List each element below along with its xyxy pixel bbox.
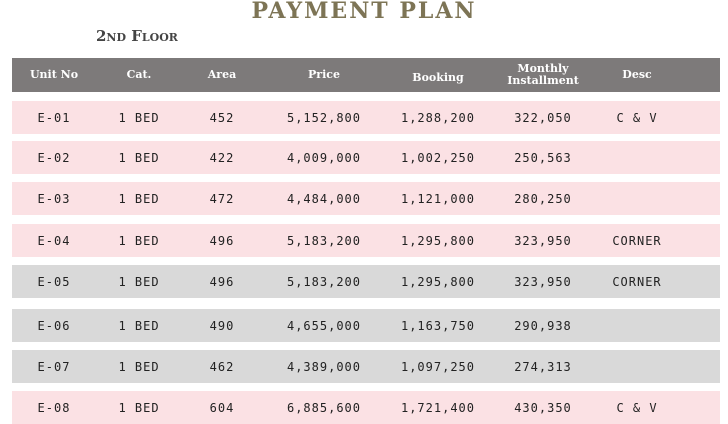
area-cell: 490 bbox=[209, 318, 235, 333]
booking-cell: 1,121,000 bbox=[400, 191, 476, 206]
category-cell: 1 BED bbox=[118, 318, 160, 333]
desc-cell: CORNER bbox=[612, 233, 662, 248]
booking-cell: 1,295,800 bbox=[400, 274, 476, 289]
desc-cell: CORNER bbox=[612, 274, 662, 289]
monthly-installment-cell: 323,950 bbox=[514, 274, 572, 289]
desc-cell: C & V bbox=[616, 110, 658, 125]
table-row bbox=[12, 265, 720, 298]
monthly-installment-cell: 250,563 bbox=[514, 150, 572, 165]
area-cell: 452 bbox=[209, 110, 235, 125]
price-cell: 4,009,000 bbox=[286, 150, 362, 165]
table-row bbox=[12, 101, 720, 134]
category-cell: 1 BED bbox=[118, 150, 160, 165]
table-header bbox=[12, 58, 720, 92]
booking-cell: 1,295,800 bbox=[400, 233, 476, 248]
price-cell: 4,484,000 bbox=[286, 191, 362, 206]
category-cell: 1 BED bbox=[118, 400, 160, 415]
header-area: Area bbox=[207, 68, 237, 81]
area-cell: 496 bbox=[209, 233, 235, 248]
header-booking: Booking bbox=[412, 71, 464, 84]
header-price: Price bbox=[308, 68, 340, 81]
floor-label: 2nd Floor bbox=[96, 27, 178, 45]
category-cell: 1 BED bbox=[118, 233, 160, 248]
monthly-installment-cell: 323,950 bbox=[514, 233, 572, 248]
booking-cell: 1,097,250 bbox=[400, 359, 476, 374]
booking-cell: 1,288,200 bbox=[400, 110, 476, 125]
price-cell: 6,885,600 bbox=[286, 400, 362, 415]
price-cell: 5,183,200 bbox=[286, 233, 362, 248]
area-cell: 422 bbox=[209, 150, 235, 165]
table-row bbox=[12, 141, 720, 174]
category-cell: 1 BED bbox=[118, 274, 160, 289]
price-cell: 4,389,000 bbox=[286, 359, 362, 374]
unit-no-cell: E-01 bbox=[37, 110, 71, 125]
table-row bbox=[12, 391, 720, 424]
area-cell: 604 bbox=[209, 400, 235, 415]
desc-cell: C & V bbox=[616, 400, 658, 415]
booking-cell: 1,163,750 bbox=[400, 318, 476, 333]
category-cell: 1 BED bbox=[118, 110, 160, 125]
page-title: PAYMENT PLAN bbox=[251, 0, 477, 24]
price-cell: 5,152,800 bbox=[286, 110, 362, 125]
table-row bbox=[12, 350, 720, 383]
monthly-installment-cell: 274,313 bbox=[514, 359, 572, 374]
booking-cell: 1,002,250 bbox=[400, 150, 476, 165]
header-category: Cat. bbox=[126, 68, 152, 81]
area-cell: 462 bbox=[209, 359, 235, 374]
category-cell: 1 BED bbox=[118, 359, 160, 374]
header-desc: Desc bbox=[622, 68, 652, 81]
monthly-installment-cell: 280,250 bbox=[514, 191, 572, 206]
header-unit-no: Unit No bbox=[29, 68, 79, 81]
unit-no-cell: E-02 bbox=[37, 150, 71, 165]
unit-no-cell: E-08 bbox=[37, 400, 71, 415]
unit-no-cell: E-07 bbox=[37, 359, 71, 374]
category-cell: 1 BED bbox=[118, 191, 160, 206]
area-cell: 496 bbox=[209, 274, 235, 289]
table-row bbox=[12, 224, 720, 257]
table-row bbox=[12, 182, 720, 215]
unit-no-cell: E-04 bbox=[37, 233, 71, 248]
price-cell: 4,655,000 bbox=[286, 318, 362, 333]
monthly-installment-cell: 322,050 bbox=[514, 110, 572, 125]
monthly-installment-cell: 430,350 bbox=[514, 400, 572, 415]
table-row bbox=[12, 309, 720, 342]
monthly-installment-cell: 290,938 bbox=[514, 318, 572, 333]
area-cell: 472 bbox=[209, 191, 235, 206]
unit-no-cell: E-05 bbox=[37, 274, 71, 289]
unit-no-cell: E-06 bbox=[37, 318, 71, 333]
price-cell: 5,183,200 bbox=[286, 274, 362, 289]
unit-no-cell: E-03 bbox=[37, 191, 71, 206]
booking-cell: 1,721,400 bbox=[400, 400, 476, 415]
header-monthly-installment: Monthly Installment bbox=[507, 62, 579, 87]
